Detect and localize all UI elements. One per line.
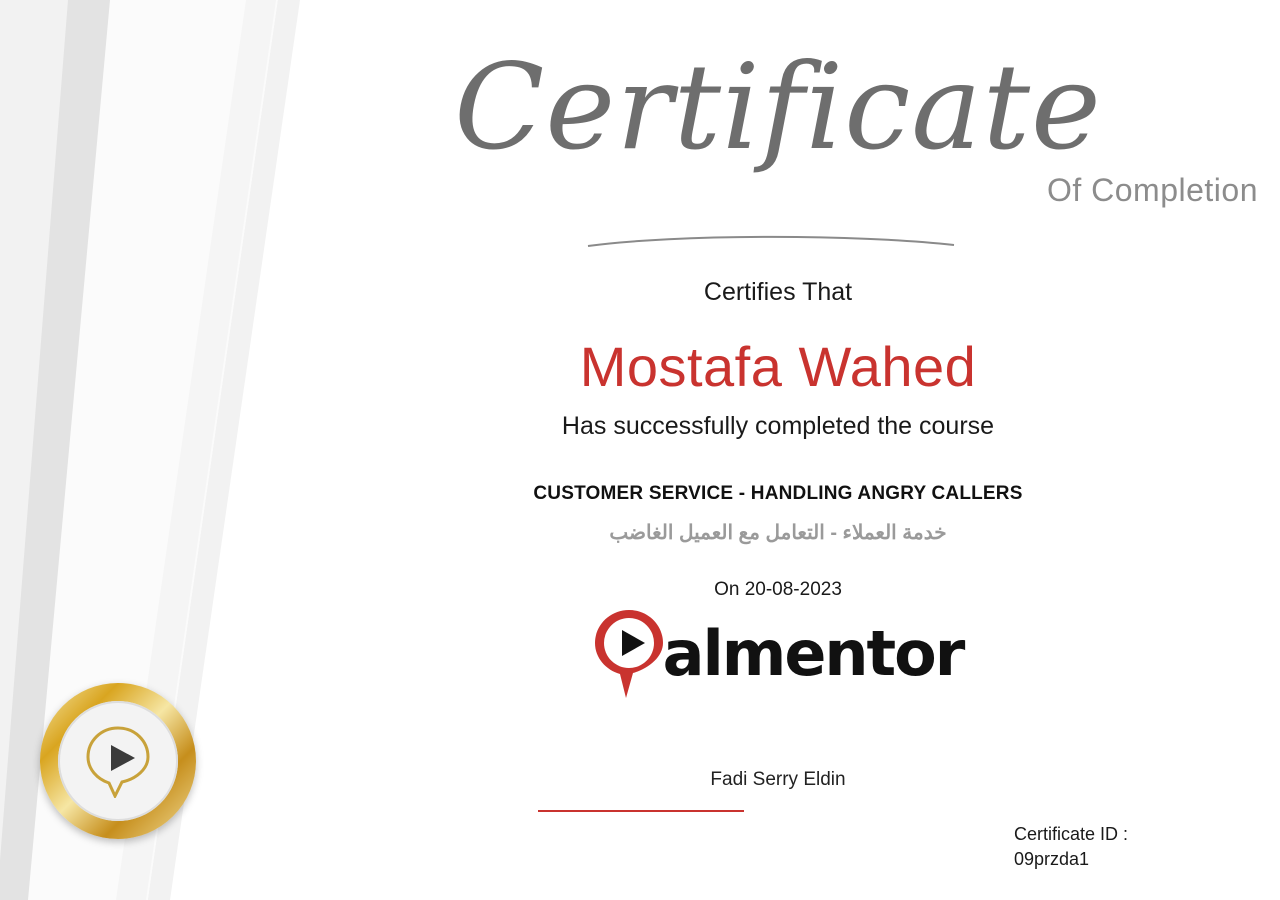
- gold-play-badge-icon: [40, 683, 196, 839]
- page-title: Certificate: [454, 38, 1102, 176]
- certificate-heading: [276, 38, 1280, 209]
- issued-date: On 20-08-2023: [714, 579, 842, 600]
- certificate-id-value: 09przda1: [1014, 849, 1090, 870]
- recipient-name: Mostafa Wahed: [579, 335, 977, 398]
- play-pin-icon: [593, 608, 665, 700]
- title-swash-flourish: [586, 232, 956, 250]
- certificate-id: [1014, 822, 1264, 872]
- play-pin-icon: [81, 724, 155, 798]
- completion-label: Has successfully completed the course: [561, 412, 995, 440]
- almentor-logo: [276, 608, 1280, 700]
- certificate-id-label: Certificate ID :: [1014, 824, 1129, 844]
- course-title-en: CUSTOMER SERVICE - HANDLING ANGRY CALLERS: [533, 483, 1023, 504]
- brand-name: almentor: [662, 617, 964, 690]
- badge-inner-circle: [58, 701, 178, 821]
- page-subtitle: Of Completion: [1046, 172, 1258, 208]
- signature-line: [538, 810, 744, 812]
- certificate-content: [276, 0, 1280, 900]
- course-title-ar: خدمة العملاء - التعامل مع العميل الغاضب: [609, 522, 947, 544]
- signatory-name: Fadi Serry Eldin: [710, 769, 846, 790]
- certifies-label: Certifies That: [703, 278, 853, 306]
